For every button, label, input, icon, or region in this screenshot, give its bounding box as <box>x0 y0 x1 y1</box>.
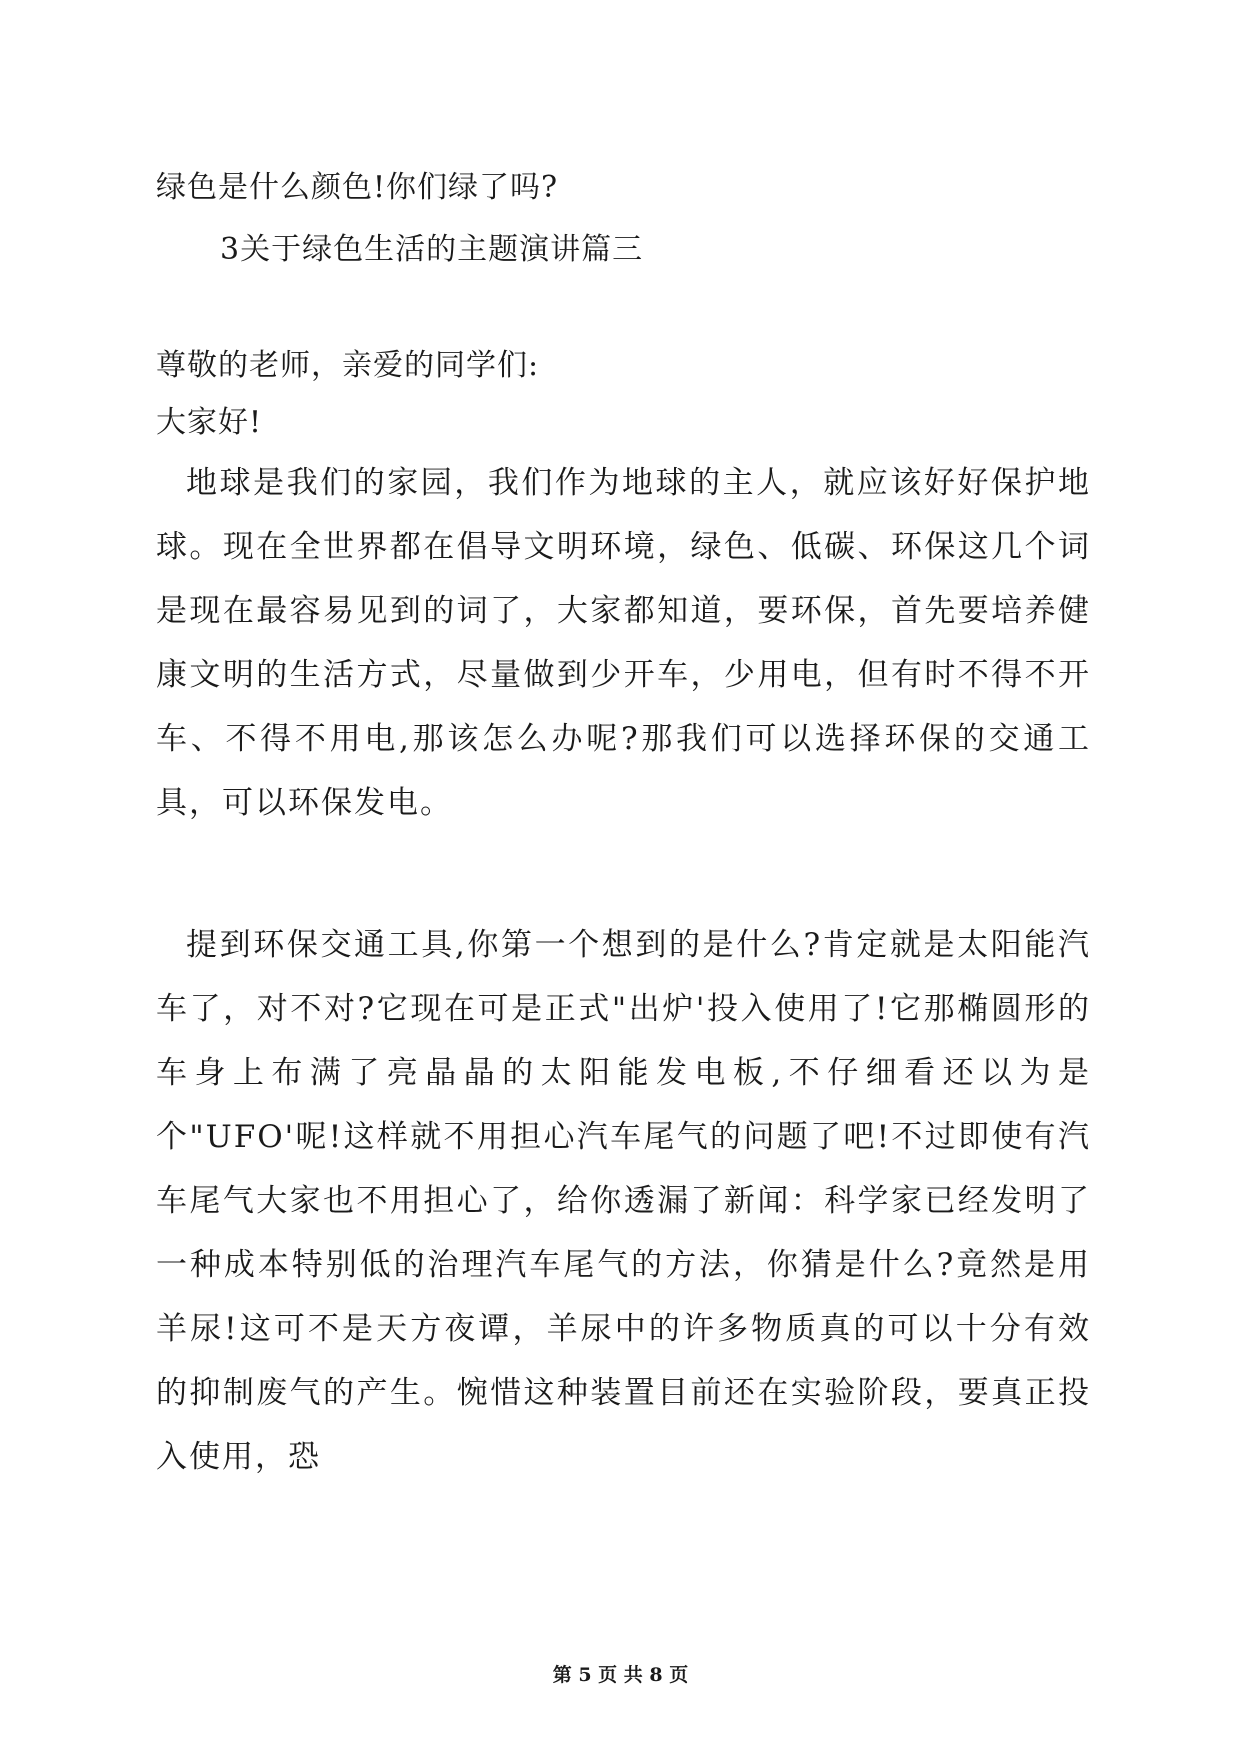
greeting-line: 大家好! <box>156 405 263 440</box>
paragraph-transport: 提到环保交通工具,你第一个想到的是什么?肯定就是太阳能汽车了，对不对?它现在可是正式"出炉'投入使用了!它那椭圆形的车身上布满了亮晶晶的太阳能发电板,不仔细看还以为是个"UFO'呢!这样就不用担心汽车尾气的问题了吧!不过即使有汽车尾气大家也不用担心了，给你透漏了新闻：科学家已经发明了一种成本特别低的治理汽车尾气的方法，你猜是什么?竟然是用羊尿!这可不是天方夜谭，羊尿中的许多物质真的可以十分有效的抑制废气的产生。惋惜这种装置目前还在实验阶段，要真正投入使用，恐 <box>156 927 1091 1475</box>
green-question-line: 绿色是什么颜色!你们绿了吗? <box>156 170 559 205</box>
page-number-footer: 第 5 页 共 8 页 <box>552 1664 689 1686</box>
section-heading: 3关于绿色生活的主题演讲篇三 <box>220 232 644 267</box>
paragraph-earth: 地球是我们的家园，我们作为地球的主人，就应该好好保护地球。现在全世界都在倡导文明环境，绿色、低碳、环保这几个词是现在最容易见到的词了，大家都知道，要环保，首先要培养健康文明的生活方式，尽量做到少开车，少用电，但有时不得不开车、不得不用电,那该怎么办呢?那我们可以选择环保的交通工具，可以环保发电。 <box>156 465 1091 821</box>
salutation-line: 尊敬的老师，亲爱的同学们: <box>156 348 540 383</box>
